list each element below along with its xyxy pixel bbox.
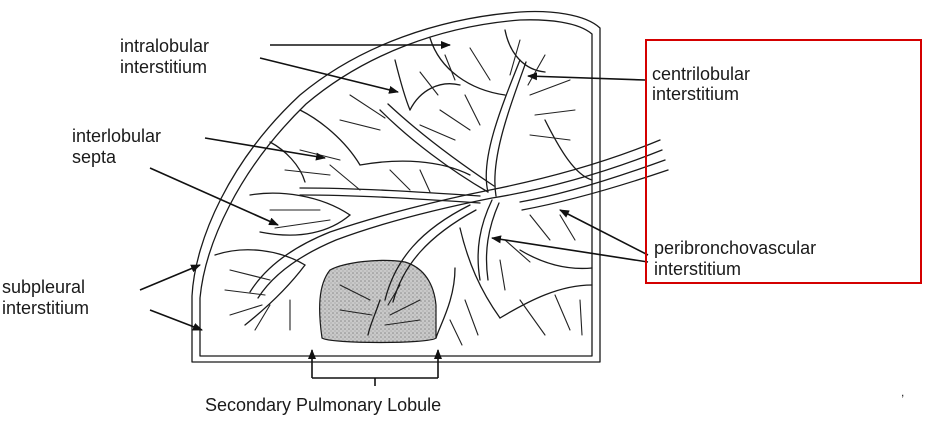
arrow-subpleural-2	[150, 310, 202, 330]
arrow-subpleural-1	[140, 265, 200, 290]
arrow-peribronchovascular-2	[492, 238, 648, 262]
arrow-interlobular-2	[150, 168, 278, 225]
caption-secondary-pulmonary-lobule: Secondary Pulmonary Lobule	[205, 395, 442, 415]
label-centrilobular-line2: interstitium	[652, 84, 740, 104]
label-interlobular-line1: interlobular	[72, 126, 162, 146]
secondary-lobule-shaded	[320, 260, 436, 342]
label-subpleural-line2: interstitium	[2, 298, 90, 318]
label-intralobular-line1: intralobular	[120, 36, 210, 56]
arrow-interlobular-1	[205, 138, 325, 158]
label-interlobular-line2: septa	[72, 147, 117, 167]
label-peribronchovascular-line1: peribronchovascular	[654, 238, 817, 258]
label-subpleural-line1: subpleural	[2, 277, 86, 297]
arrow-centrilobular	[528, 76, 645, 80]
bronchovascular-bundles	[250, 60, 668, 335]
stray-mark: ,	[901, 385, 905, 399]
label-intralobular-line2: interstitium	[120, 57, 208, 77]
arrow-peribronchovascular-1	[560, 210, 648, 255]
label-peribronchovascular-line2: interstitium	[654, 259, 742, 279]
label-centrilobular-line1: centrilobular	[652, 64, 751, 84]
